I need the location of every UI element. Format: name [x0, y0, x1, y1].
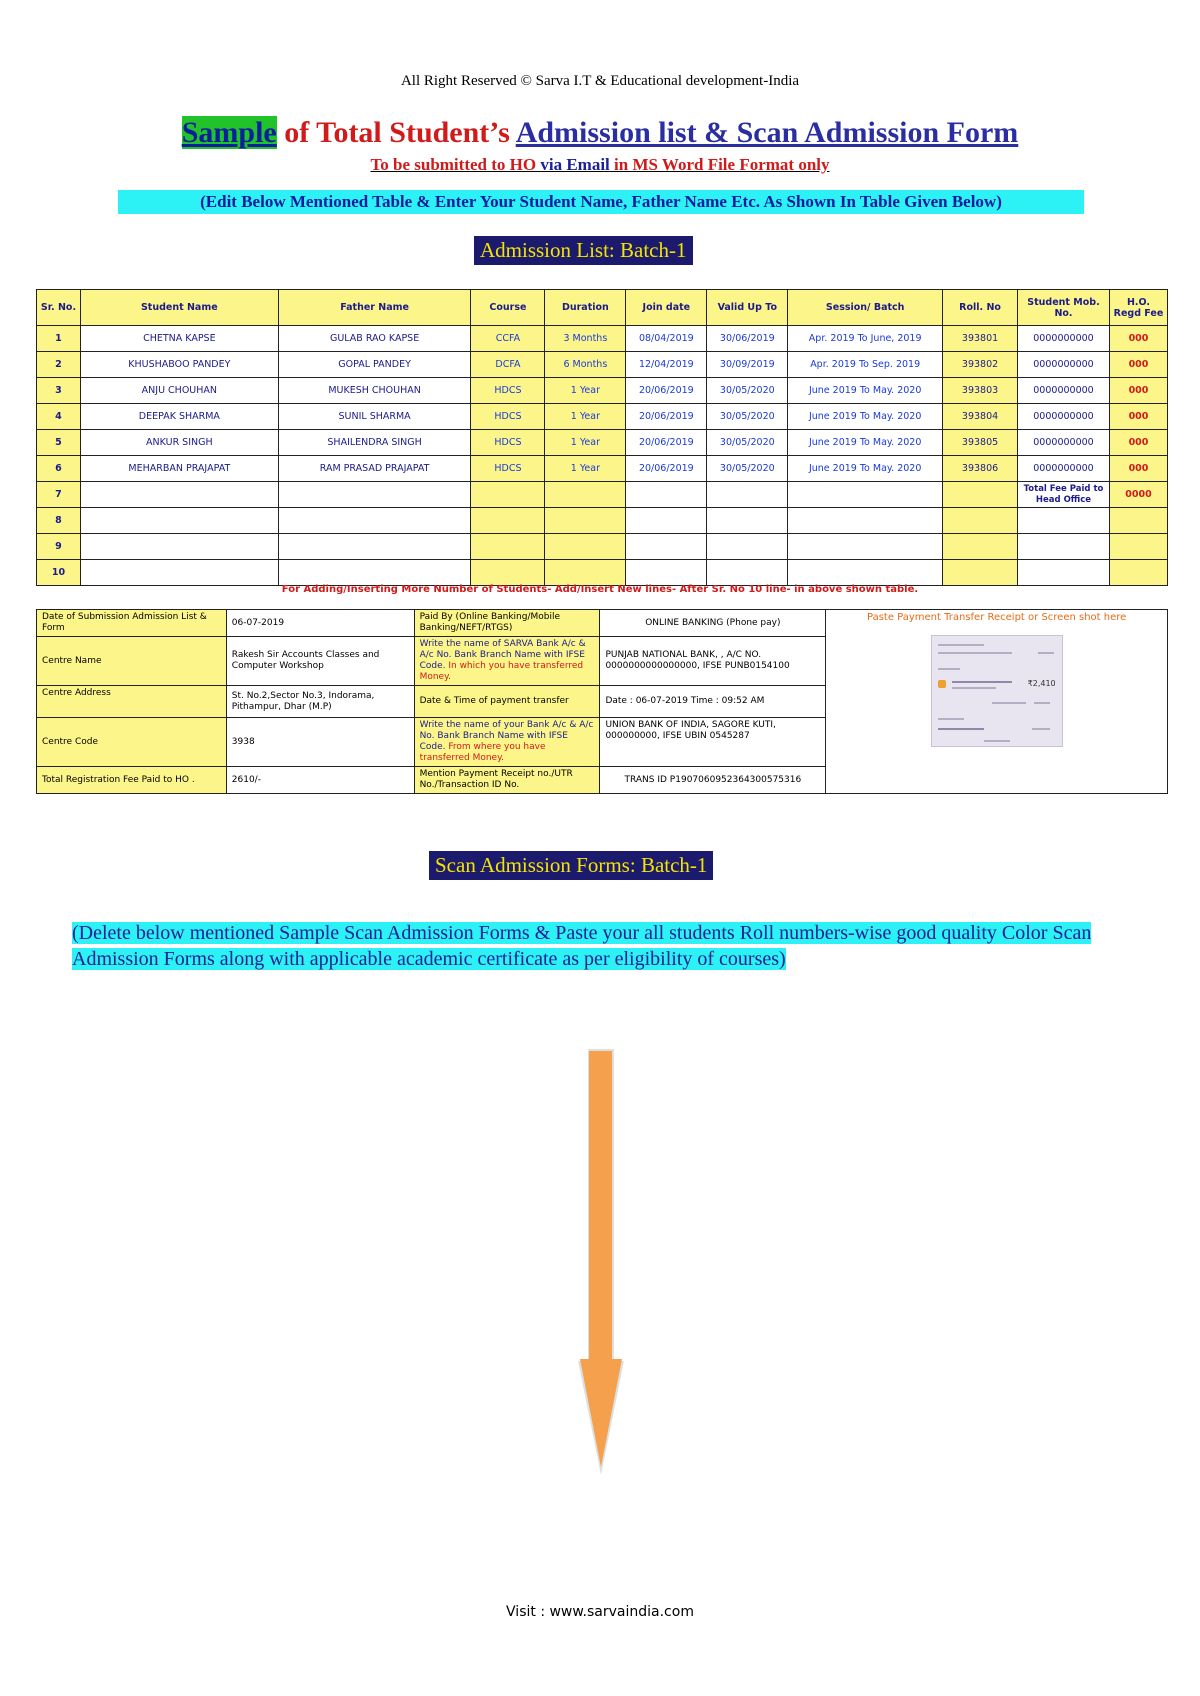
cell-mob[interactable] — [1018, 534, 1110, 560]
cell-sr: 1 — [37, 326, 81, 352]
cell-valid[interactable]: 30/05/2020 — [707, 404, 788, 430]
cell-fee[interactable]: 000 — [1109, 404, 1167, 430]
cell-join[interactable]: 20/06/2019 — [626, 430, 707, 456]
cell-valid[interactable]: 30/05/2020 — [707, 456, 788, 482]
cell-mob[interactable]: 0000000000 — [1018, 326, 1110, 352]
cell-roll[interactable]: 393803 — [943, 378, 1018, 404]
subtitle-part-3: in MS Word File Format only — [609, 155, 830, 174]
cell-roll[interactable] — [943, 534, 1018, 560]
table-row — [37, 404, 1168, 430]
cell-sr: 8 — [37, 508, 81, 534]
cell-mob[interactable]: 0000000000 — [1018, 456, 1110, 482]
your-bank-label-text: Write the name of your Bank A/c & A/c No. Bank Branch Name with IFSE Code. — [419, 720, 594, 752]
cell-course[interactable] — [471, 482, 545, 508]
col-header: Roll. No — [943, 290, 1018, 326]
col-header: Course — [471, 290, 545, 326]
cell-mob[interactable]: 0000000000 — [1018, 378, 1110, 404]
cell-join[interactable]: 20/06/2019 — [626, 378, 707, 404]
cell-student[interactable]: ANKUR SINGH — [80, 430, 278, 456]
cell-student[interactable]: CHETNA KAPSE — [80, 326, 278, 352]
cell-session[interactable] — [788, 560, 943, 586]
col-header: Duration — [545, 290, 626, 326]
cell-roll[interactable]: 393804 — [943, 404, 1018, 430]
scan-forms-label: Scan Admission Forms: Batch-1 — [429, 851, 713, 880]
centre-name-label: Centre Name — [37, 637, 227, 686]
table-row — [37, 378, 1168, 404]
col-header: Session/ Batch — [788, 290, 943, 326]
paid-by-value[interactable]: ONLINE BANKING (Phone pay) — [600, 610, 826, 637]
cell-join[interactable]: 08/04/2019 — [626, 326, 707, 352]
submission-date-value[interactable]: 06-07-2019 — [226, 610, 414, 637]
cell-join[interactable] — [626, 534, 707, 560]
cell-sr: 7 — [37, 482, 81, 508]
cell-duration[interactable] — [545, 508, 626, 534]
cell-fee[interactable]: 000 — [1109, 378, 1167, 404]
cell-course[interactable] — [471, 508, 545, 534]
title-red-part: of Total Student’s — [276, 116, 516, 149]
arrow-body — [580, 1051, 622, 1467]
table-row — [37, 430, 1168, 456]
receipt-amount: ₹2,410 — [1027, 679, 1056, 688]
cell-roll[interactable] — [943, 482, 1018, 508]
cell-valid[interactable] — [707, 508, 788, 534]
cell-duration[interactable]: 1 Year — [545, 456, 626, 482]
cell-fee[interactable] — [1109, 508, 1167, 534]
cell-roll[interactable]: 393802 — [943, 352, 1018, 378]
admission-table — [36, 289, 1168, 586]
centre-name-value[interactable]: Rakesh Sir Accounts Classes and Computer Workshop — [226, 637, 414, 686]
cell-session[interactable]: June 2019 To May. 2020 — [788, 430, 943, 456]
cell-fee[interactable]: 000 — [1109, 326, 1167, 352]
cell-valid[interactable]: 30/09/2019 — [707, 352, 788, 378]
cell-father[interactable] — [278, 560, 471, 586]
cell-valid[interactable] — [707, 482, 788, 508]
payment-receipt-image — [931, 635, 1063, 747]
cell-course[interactable]: HDCS — [471, 430, 545, 456]
cell-student[interactable]: DEEPAK SHARMA — [80, 404, 278, 430]
payment-datetime-label: Date & Time of payment transfer — [414, 686, 600, 718]
cell-course[interactable] — [471, 560, 545, 586]
cell-course[interactable]: HDCS — [471, 404, 545, 430]
cell-sr: 9 — [37, 534, 81, 560]
col-header: Join date — [626, 290, 707, 326]
info-row — [37, 610, 1168, 637]
payment-datetime-value[interactable]: Date : 06-07-2019 Time : 09:52 AM — [600, 686, 826, 718]
edit-instruction: (Edit Below Mentioned Table & Enter Your Student Name, Father Name Etc. As Shown In Table Given Below) — [118, 190, 1084, 214]
cell-sr: 2 — [37, 352, 81, 378]
paste-receipt-label: Paste Payment Transfer Receipt or Screen shot here — [866, 612, 1127, 623]
cell-father[interactable]: RAM PRASAD PRAJAPAT — [278, 456, 471, 482]
cell-father[interactable]: SUNIL SHARMA — [278, 404, 471, 430]
subtitle-part-1: To be submitted to HO — [370, 155, 541, 174]
col-header: H.O. Regd Fee — [1109, 290, 1167, 326]
table-row — [37, 326, 1168, 352]
cell-father[interactable]: GULAB RAO KAPSE — [278, 326, 471, 352]
table-row — [37, 482, 1168, 508]
table-row — [37, 352, 1168, 378]
cell-roll[interactable] — [943, 560, 1018, 586]
cell-duration[interactable] — [545, 482, 626, 508]
cell-fee[interactable]: 000 — [1109, 430, 1167, 456]
cell-session[interactable]: June 2019 To May. 2020 — [788, 456, 943, 482]
table-row — [37, 456, 1168, 482]
cell-father[interactable] — [278, 534, 471, 560]
cell-course[interactable]: HDCS — [471, 378, 545, 404]
col-header: Father Name — [278, 290, 471, 326]
table-row — [37, 534, 1168, 560]
cell-roll[interactable]: 393805 — [943, 430, 1018, 456]
cell-session[interactable]: Apr. 2019 To Sep. 2019 — [788, 352, 943, 378]
copyright-text: All Right Reserved © Sarva I.T & Educational development-India — [400, 73, 800, 89]
cell-valid[interactable]: 30/05/2020 — [707, 430, 788, 456]
footer-visit: Visit : www.sarvaindia.com — [506, 1604, 694, 1620]
cell-duration[interactable] — [545, 560, 626, 586]
cell-join[interactable]: 20/06/2019 — [626, 404, 707, 430]
scan-instruction-text: (Delete below mentioned Sample Scan Admission Forms & Paste your all students Roll numbers-wise good quality Color Scan Admission Forms along with applicable academic certificate as per eligibility of courses) — [72, 922, 1092, 970]
cell-join[interactable] — [626, 508, 707, 534]
cell-father[interactable]: SHAILENDRA SINGH — [278, 430, 471, 456]
add-rows-note: For Adding/Inserting More Number of Students- Add/Insert New lines- After Sr. No 10 line- in above shown table. — [281, 584, 919, 595]
cell-sr: 10 — [37, 560, 81, 586]
total-fee-value[interactable]: 0000 — [1109, 482, 1167, 508]
cell-father[interactable]: GOPAL PANDEY — [278, 352, 471, 378]
your-bank-value[interactable]: UNION BANK OF INDIA, SAGORE KUTI, 000000000, IFSE UBIN 0545287 — [600, 718, 826, 767]
centre-code-value[interactable]: 3938 — [226, 718, 414, 767]
cell-duration[interactable]: 1 Year — [545, 430, 626, 456]
sarva-bank-label-note: In which you have transferred Money. — [419, 661, 584, 682]
cell-session[interactable] — [788, 508, 943, 534]
cell-session[interactable] — [788, 534, 943, 560]
title-blue-part: Admission list & Scan Admission Form — [515, 116, 1019, 149]
total-registration-value[interactable]: 2610/- — [226, 767, 414, 794]
sarva-bank-value[interactable]: PUNJAB NATIONAL BANK, , A/C NO. 0000000000000000, IFSE PUNB0154100 — [600, 637, 826, 686]
your-bank-label — [414, 718, 600, 767]
cell-session[interactable]: June 2019 To May. 2020 — [788, 404, 943, 430]
centre-code-label: Centre Code — [37, 718, 227, 767]
cell-student[interactable] — [80, 560, 278, 586]
table-header-row — [37, 290, 1168, 326]
transaction-id-label: Mention Payment Receipt no./UTR No./Transaction ID No. — [414, 767, 600, 794]
cell-sr: 5 — [37, 430, 81, 456]
cell-join[interactable]: 20/06/2019 — [626, 456, 707, 482]
cell-duration[interactable]: 6 Months — [545, 352, 626, 378]
cell-sr: 3 — [37, 378, 81, 404]
sarva-bank-label — [414, 637, 600, 686]
cell-father[interactable] — [278, 508, 471, 534]
title-sample: Sample — [181, 116, 277, 149]
cell-student[interactable] — [80, 482, 278, 508]
sarva-bank-label-text: Write the name of SARVA Bank A/c & A/c No. Bank Branch Name with IFSE Code. — [419, 639, 586, 671]
cell-roll[interactable]: 393801 — [943, 326, 1018, 352]
cell-course[interactable]: HDCS — [471, 456, 545, 482]
your-bank-label-note: From where you have transferred Money. — [419, 742, 546, 763]
cell-valid[interactable]: 30/06/2019 — [707, 326, 788, 352]
cell-student[interactable] — [80, 508, 278, 534]
subtitle-part-2: via Email — [540, 155, 610, 174]
cell-session[interactable]: Apr. 2019 To June, 2019 — [788, 326, 943, 352]
cell-join[interactable] — [626, 482, 707, 508]
page-title — [0, 116, 1200, 150]
cell-join[interactable] — [626, 560, 707, 586]
scan-instruction — [72, 920, 1128, 972]
submission-info-table — [36, 609, 1168, 794]
cell-mob[interactable]: 0000000000 — [1018, 430, 1110, 456]
admission-list-label: Admission List: Batch-1 — [474, 236, 693, 265]
cell-valid[interactable] — [707, 560, 788, 586]
cell-join[interactable]: 12/04/2019 — [626, 352, 707, 378]
col-header: Student Mob. No. — [1018, 290, 1110, 326]
cell-duration[interactable]: 3 Months — [545, 326, 626, 352]
cell-mob[interactable]: 0000000000 — [1018, 352, 1110, 378]
receipt-paste-area[interactable] — [826, 610, 1168, 794]
cell-duration[interactable]: 1 Year — [545, 378, 626, 404]
down-arrow-icon — [576, 1047, 626, 1477]
cell-fee[interactable] — [1109, 534, 1167, 560]
table-row — [37, 560, 1168, 586]
cell-student[interactable]: ANJU CHOUHAN — [80, 378, 278, 404]
cell-sr: 4 — [37, 404, 81, 430]
cell-course[interactable]: CCFA — [471, 326, 545, 352]
cell-roll[interactable] — [943, 508, 1018, 534]
cell-valid[interactable]: 30/05/2020 — [707, 378, 788, 404]
submission-date-label: Date of Submission Admission List & Form — [37, 610, 227, 637]
cell-duration[interactable]: 1 Year — [545, 404, 626, 430]
cell-session[interactable]: June 2019 To May. 2020 — [788, 378, 943, 404]
centre-address-label: Centre Address — [37, 686, 227, 718]
cell-course[interactable] — [471, 534, 545, 560]
cell-sr: 6 — [37, 456, 81, 482]
col-header: Student Name — [80, 290, 278, 326]
cell-student[interactable]: KHUSHABOO PANDEY — [80, 352, 278, 378]
cell-father[interactable]: MUKESH CHOUHAN — [278, 378, 471, 404]
transaction-id-value[interactable]: TRANS ID P1907060952364300575316 — [600, 767, 826, 794]
cell-session[interactable] — [788, 482, 943, 508]
paid-by-label: Paid By (Online Banking/Mobile Banking/NEFT/RTGS) — [414, 610, 600, 637]
cell-father[interactable] — [278, 482, 471, 508]
cell-mob[interactable] — [1018, 560, 1110, 586]
col-header: Valid Up To — [707, 290, 788, 326]
cell-fee[interactable]: 000 — [1109, 352, 1167, 378]
cell-valid[interactable] — [707, 534, 788, 560]
page-subtitle — [0, 155, 1200, 175]
cell-student[interactable]: MEHARBAN PRAJAPAT — [80, 456, 278, 482]
total-registration-label: Total Registration Fee Paid to HO . — [37, 767, 227, 794]
col-header: Sr. No. — [37, 290, 81, 326]
centre-address-value[interactable]: St. No.2,Sector No.3, Indorama, Pithampur, Dhar (M.P) — [226, 686, 414, 718]
cell-mob[interactable] — [1018, 508, 1110, 534]
cell-fee[interactable]: 000 — [1109, 456, 1167, 482]
cell-fee[interactable] — [1109, 560, 1167, 586]
cell-course[interactable]: DCFA — [471, 352, 545, 378]
table-row — [37, 508, 1168, 534]
cell-student[interactable] — [80, 534, 278, 560]
cell-duration[interactable] — [545, 534, 626, 560]
total-fee-label: Total Fee Paid to Head Office — [1018, 482, 1110, 508]
cell-mob[interactable]: 0000000000 — [1018, 404, 1110, 430]
cell-roll[interactable]: 393806 — [943, 456, 1018, 482]
